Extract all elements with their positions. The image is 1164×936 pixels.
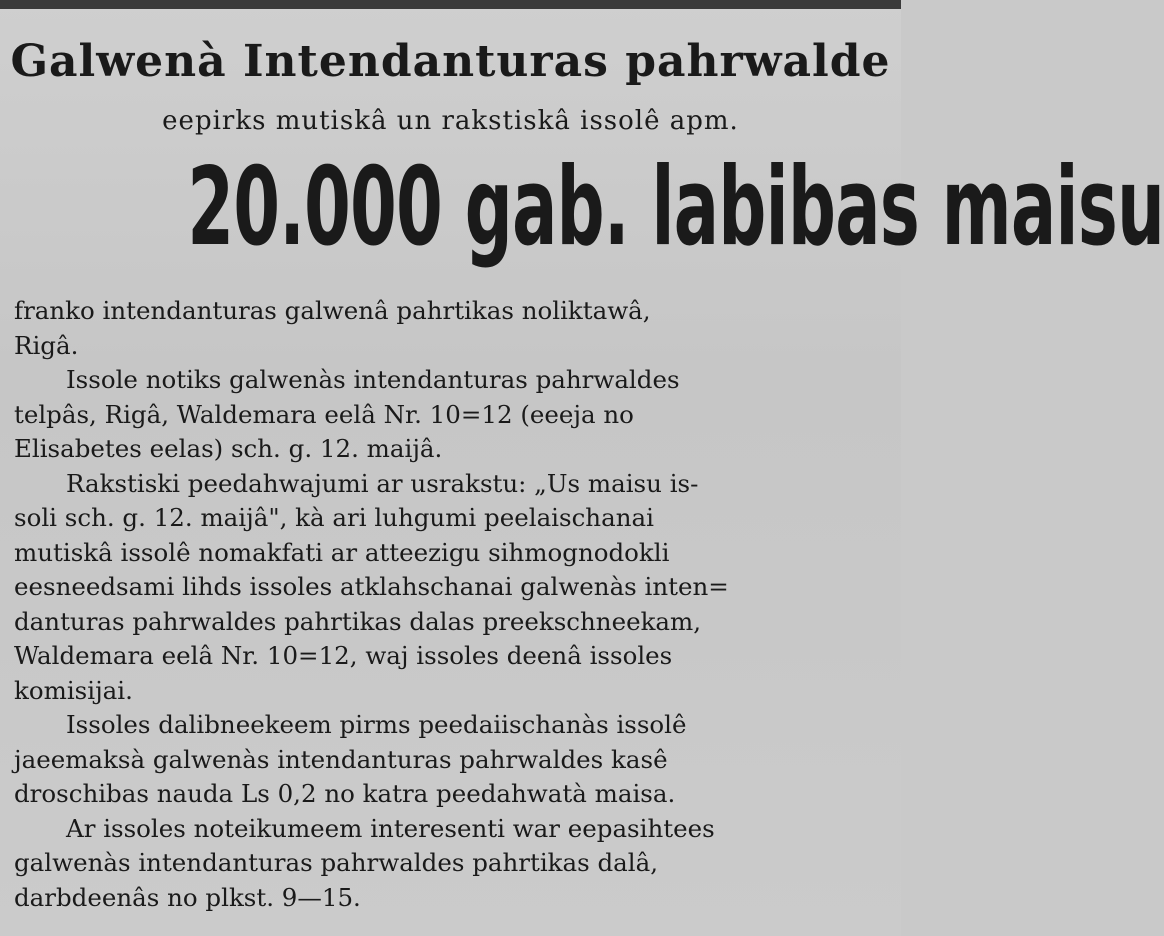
body-line: droschibas nauda Ls 0,2 no katra peedahwatà maisa. (14, 779, 676, 808)
paragraph-4 (14, 708, 886, 812)
body-line: galwenàs intendanturas pahrwaldes pahrtikas dalâ, (14, 848, 658, 877)
paragraph-1 (14, 294, 886, 363)
body-line: Waldemara eelâ Nr. 10=12, waj issoles deenâ issoles (14, 641, 673, 670)
paragraph-2 (14, 363, 886, 467)
paragraph-3 (14, 467, 886, 709)
top-border-line (0, 0, 901, 9)
body-line: Issoles dalibneekeem pirms peedaiischanàs issolê (66, 710, 687, 739)
body-line: eesneedsami lihds issoles atklahschanai galwenàs inten= (14, 572, 729, 601)
body-line: soli sch. g. 12. maijâ", kà ari luhgumi peelaischanai (14, 503, 654, 532)
body-line: Elisabetes eelas) sch. g. 12. maijâ. (14, 434, 443, 463)
body-line: Rigâ. (14, 330, 79, 360)
article-subheading: eepirks mutiskâ un rakstiskâ issolê apm. (162, 106, 739, 136)
body-line: Issole notiks galwenàs intendanturas pahrwaldes (66, 365, 680, 394)
body-line: Ar issoles noteikumeem interesenti war eepasihtees (66, 813, 715, 843)
article-heading: Galwenà Intendanturas pahrwalde (10, 36, 891, 87)
body-line: komisijai. (14, 675, 133, 705)
body-line: telpâs, Rigâ, Waldemara eelâ Nr. 10=12 (eeeja no (14, 399, 634, 429)
body-line: darbdeenâs no plkst. 9—15. (14, 882, 361, 912)
body-line: jaeemaksà galwenàs intendanturas pahrwaldes kasê (14, 744, 668, 774)
body-line: danturas pahrwaldes pahrtikas dalas preekschneekam, (14, 606, 702, 636)
body-line: franko intendanturas galwenâ pahrtikas noliktawâ, (14, 296, 651, 325)
body-line: Rakstiski peedahwajumi ar usrakstu: „Us maisu is- (66, 468, 699, 498)
article-headline: 20.000 gab. labibas maisu (187, 145, 1164, 270)
paragraph-5 (14, 812, 886, 916)
article-body (14, 294, 886, 915)
body-line: mutiskâ issolê nomakfati ar atteezigu sihmognodokli (14, 537, 670, 567)
